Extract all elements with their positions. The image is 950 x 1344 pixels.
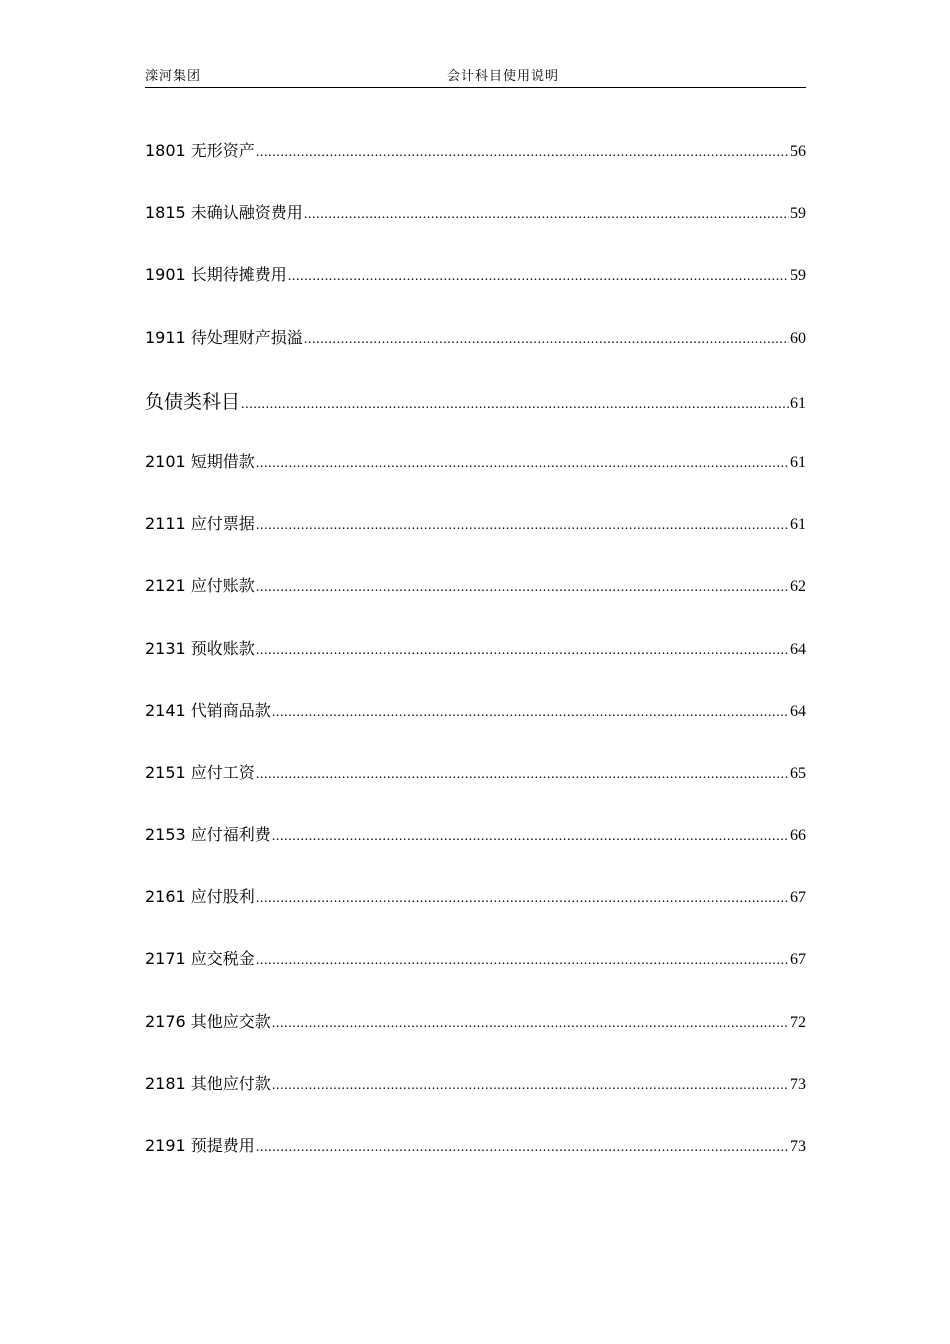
toc-page-number: 59 bbox=[790, 205, 806, 223]
toc-entry-2121[interactable] bbox=[145, 573, 806, 635]
toc-entry-text: 1801 无形资产 bbox=[145, 141, 255, 160]
toc-leader-dots bbox=[256, 1140, 789, 1156]
toc-page-number: 65 bbox=[790, 764, 806, 782]
toc-page-number: 56 bbox=[790, 143, 806, 160]
toc-leader-dots bbox=[272, 1078, 789, 1094]
toc-entry-text: 2171 应交税金 bbox=[145, 949, 255, 969]
toc-leader-dots bbox=[256, 643, 789, 659]
toc-entry-1911[interactable] bbox=[145, 325, 806, 387]
toc-page-number: 61 bbox=[790, 453, 806, 471]
toc-section-title: 负债类科目 bbox=[145, 390, 241, 413]
toc-page-number: 66 bbox=[790, 827, 806, 845]
toc-entry-text: 2141 代销商品款 bbox=[145, 700, 271, 720]
toc-entry-2171[interactable] bbox=[145, 946, 806, 1008]
toc-leader-dots bbox=[304, 332, 789, 348]
toc-entry-2176[interactable] bbox=[145, 1009, 806, 1071]
toc-leader-dots bbox=[256, 767, 789, 783]
toc-entry-2131[interactable] bbox=[145, 636, 806, 698]
page-header bbox=[145, 68, 806, 88]
toc-leader-dots bbox=[304, 207, 789, 223]
toc-page-number: 73 bbox=[790, 1075, 806, 1093]
toc-page-number: 61 bbox=[790, 394, 806, 412]
toc-page-number: 73 bbox=[790, 1138, 806, 1155]
toc-entry-2141[interactable] bbox=[145, 698, 806, 760]
toc-entry-2181[interactable] bbox=[145, 1071, 806, 1133]
toc-entry-2191[interactable] bbox=[145, 1133, 806, 1195]
toc-leader-dots bbox=[256, 891, 789, 907]
toc-entry-1801[interactable] bbox=[145, 138, 806, 200]
toc-entry-text: 1901 长期待摊费用 bbox=[145, 265, 287, 285]
toc-entry-text: 1815 未确认融资费用 bbox=[145, 203, 303, 223]
toc-entry-2161[interactable] bbox=[145, 884, 806, 946]
toc-page-number: 64 bbox=[790, 702, 806, 720]
toc-page-number: 67 bbox=[790, 889, 806, 907]
toc-page-number: 60 bbox=[790, 329, 806, 347]
toc-entry-text: 2181 其他应付款 bbox=[145, 1073, 271, 1093]
toc-entry-text: 2121 应付账款 bbox=[145, 576, 255, 596]
table-of-contents bbox=[145, 138, 806, 1195]
toc-page-number: 62 bbox=[790, 578, 806, 596]
toc-entry-text: 2191 预提费用 bbox=[145, 1136, 255, 1155]
toc-leader-dots bbox=[256, 518, 789, 534]
toc-page-number: 61 bbox=[790, 516, 806, 534]
toc-leader-dots bbox=[256, 953, 789, 969]
toc-entry-text: 2161 应付股利 bbox=[145, 887, 255, 907]
toc-entry-text: 2176 其他应交款 bbox=[145, 1011, 271, 1031]
toc-section-liabilities[interactable] bbox=[145, 387, 806, 449]
toc-leader-dots bbox=[256, 456, 789, 472]
toc-leader-dots bbox=[241, 397, 789, 413]
toc-entry-1901[interactable] bbox=[145, 262, 806, 324]
toc-entry-text: 2131 预收账款 bbox=[145, 638, 255, 658]
toc-entry-2111[interactable] bbox=[145, 511, 806, 573]
toc-leader-dots bbox=[256, 580, 789, 596]
toc-entry-2153[interactable] bbox=[145, 822, 806, 884]
toc-leader-dots bbox=[272, 829, 789, 845]
toc-leader-dots bbox=[272, 1016, 789, 1032]
toc-leader-dots bbox=[256, 145, 789, 161]
header-company: 滦河集团 bbox=[145, 69, 202, 84]
toc-page-number: 72 bbox=[790, 1013, 806, 1031]
toc-entry-text: 2151 应付工资 bbox=[145, 762, 255, 782]
toc-leader-dots bbox=[288, 269, 789, 285]
toc-entry-text: 2101 短期借款 bbox=[145, 451, 255, 471]
toc-entry-text: 2153 应付福利费 bbox=[145, 825, 271, 845]
toc-page-number: 64 bbox=[790, 640, 806, 658]
toc-entry-text: 1911 待处理财产损溢 bbox=[145, 327, 303, 347]
header-title: 会计科目使用说明 bbox=[447, 69, 560, 84]
toc-entry-2151[interactable] bbox=[145, 760, 806, 822]
toc-entry-2101[interactable] bbox=[145, 449, 806, 511]
toc-page-number: 59 bbox=[790, 267, 806, 285]
toc-leader-dots bbox=[272, 705, 789, 721]
toc-page-number: 67 bbox=[790, 951, 806, 969]
toc-entry-1815[interactable] bbox=[145, 200, 806, 262]
toc-entry-text: 2111 应付票据 bbox=[145, 514, 255, 534]
